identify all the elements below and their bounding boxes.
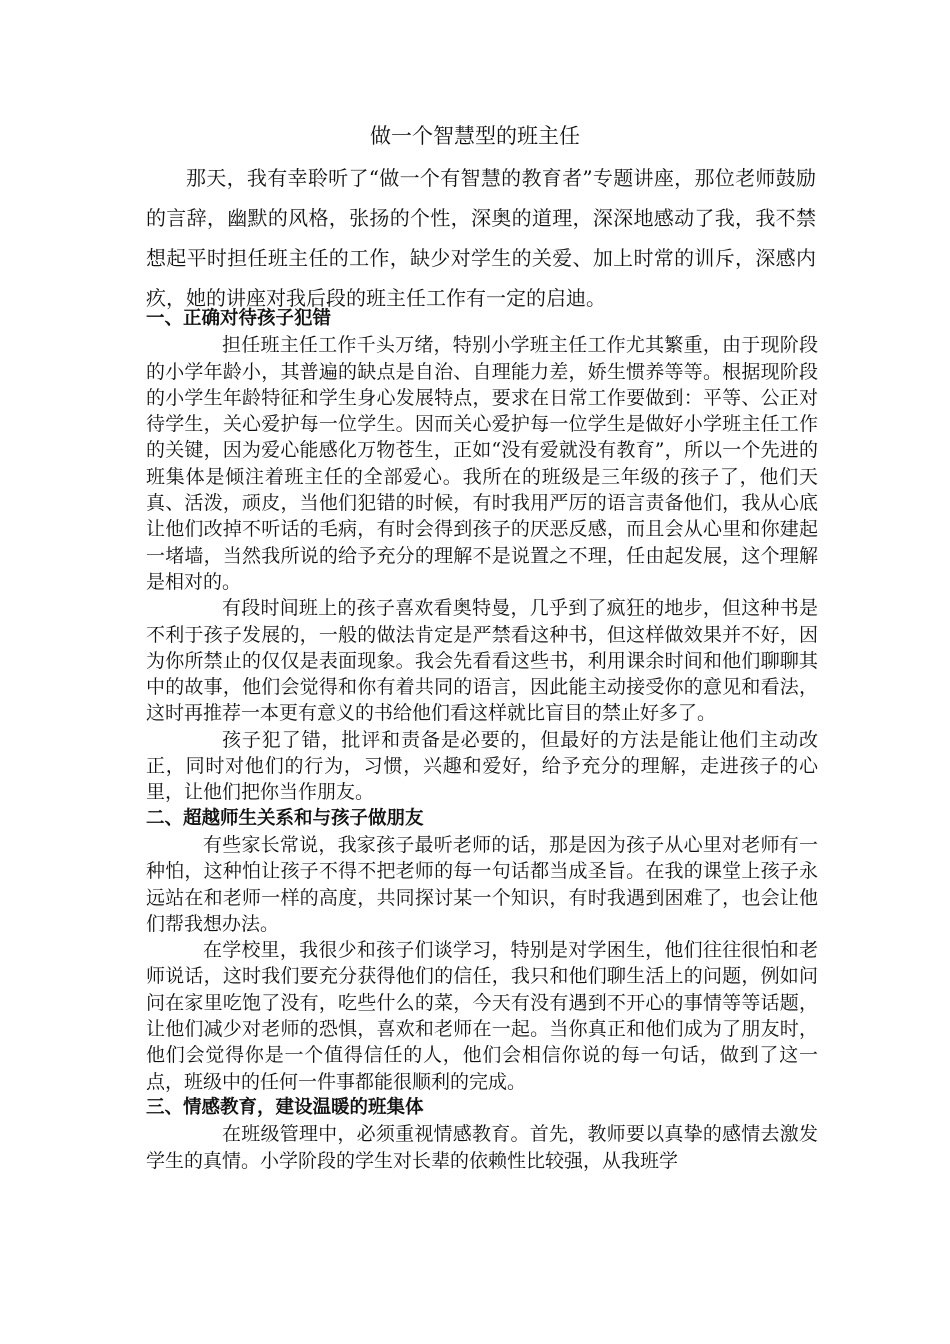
section-2-paragraph-2: 在学校里，我很少和孩子们谈学习，特别是对学困生，他们往往很怕和老师说话，这时我们要充分获得他们的信任，我只和他们聊生活上的问题，例如问问在家里吃饱了没有，吃些什么的菜，今天有没有遇到不开心的事情等等话题，让他们减少对老师的恐惧，喜欢和老师在一起。当你真正和他们成为了朋友时，他们会觉得你是一个值得信任的人，他们会相信你说的每一句话，做到了这一点，班级中的任何一件事都能很顺利的完成。 [146, 939, 818, 1093]
intro-paragraph: 那天，我有幸聆听了“做一个有智慧的教育者”专题讲座，那位老师鼓励的言辞，幽默的风格，张扬的个性，深奥的道理，深深地感动了我，我不禁想起平时担任班主任的工作，缺少对学生的关爱、加上时常的训斥，深感内疚，她的讲座对我后段的班主任工作有一定的启迪。 [146, 166, 816, 310]
section-1-paragraph-2: 有段时间班上的孩子喜欢看奥特曼，几乎到了疯狂的地步，但这种书是不利于孩子发展的，一般的做法肯定是严禁看这种书，但这样做效果并不好，因为你所禁止的仅仅是表面现象。我会先看看这些书，利用课余时间和他们聊聊其中的故事，他们会觉得和你有着共同的语言，因此能主动接受你的意见和看法，这时再推荐一本更有意义的书给他们看这样就比盲目的禁止好多了。 [146, 597, 818, 725]
section-heading-2: 二、超越师生关系和与孩子做朋友 [146, 807, 424, 829]
section-3-paragraph-1: 在班级管理中，必须重视情感教育。首先，教师要以真挚的感情去激发学生的真情。小学阶段的学生对长辈的依赖性比较强，从我班学 [146, 1123, 818, 1172]
section-heading-3: 三、情感教育，建设温暖的班集体 [146, 1096, 424, 1118]
section-2-paragraph-1: 有些家长常说，我家孩子最听老师的话，那是因为孩子从心里对老师有一种怕，这种怕让孩子不得不把老师的每一句话都当成圣旨。在我的课堂上孩子永远站在和老师一样的高度，共同探讨某一个知识，有时我遇到困难了，也会让他们帮我想办法。 [146, 833, 818, 935]
section-1-paragraph-3: 孩子犯了错，批评和责备是必要的，但最好的方法是能让他们主动改正，同时对他们的行为，习惯，兴趣和爱好，给予充分的理解，走进孩子的心里，让他们把你当作朋友。 [146, 728, 818, 804]
section-heading-1: 一、正确对待孩子犯错 [146, 308, 332, 329]
document-body [146, 306, 818, 1174]
section-1-paragraph-1: 担任班主任工作千头万绪，特别小学班主任工作尤其繁重，由于现阶段的小学年龄小，其普遍的缺点是自治、自理能力差，娇生惯养等等。根据现阶段的小学生年龄特征和学生身心发展特点，要求在日常工作要做到：平等、公正对待学生，关心爱护每一位学生。因而关心爱护每一位学生是做好小学班主任工作的关键，因为爱心能感化万物苍生，正如“没有爱就没有教育”，所以一个先进的班集体是倾注着班主任的全部爱心。我所在的班级是三年级的孩子了，他们天真、活泼，顽皮，当他们犯错的时候，有时我用严厉的语言责备他们，我从心底让他们改掉不听话的毛病，有时会得到孩子的厌恶反感，而且会从心里和你建起一堵墙，当然我所说的给予充分的理解不是说置之不理，任由起发展，这个理解是相对的。 [146, 334, 818, 593]
page-title: 做一个智慧型的班主任 [370, 124, 580, 148]
